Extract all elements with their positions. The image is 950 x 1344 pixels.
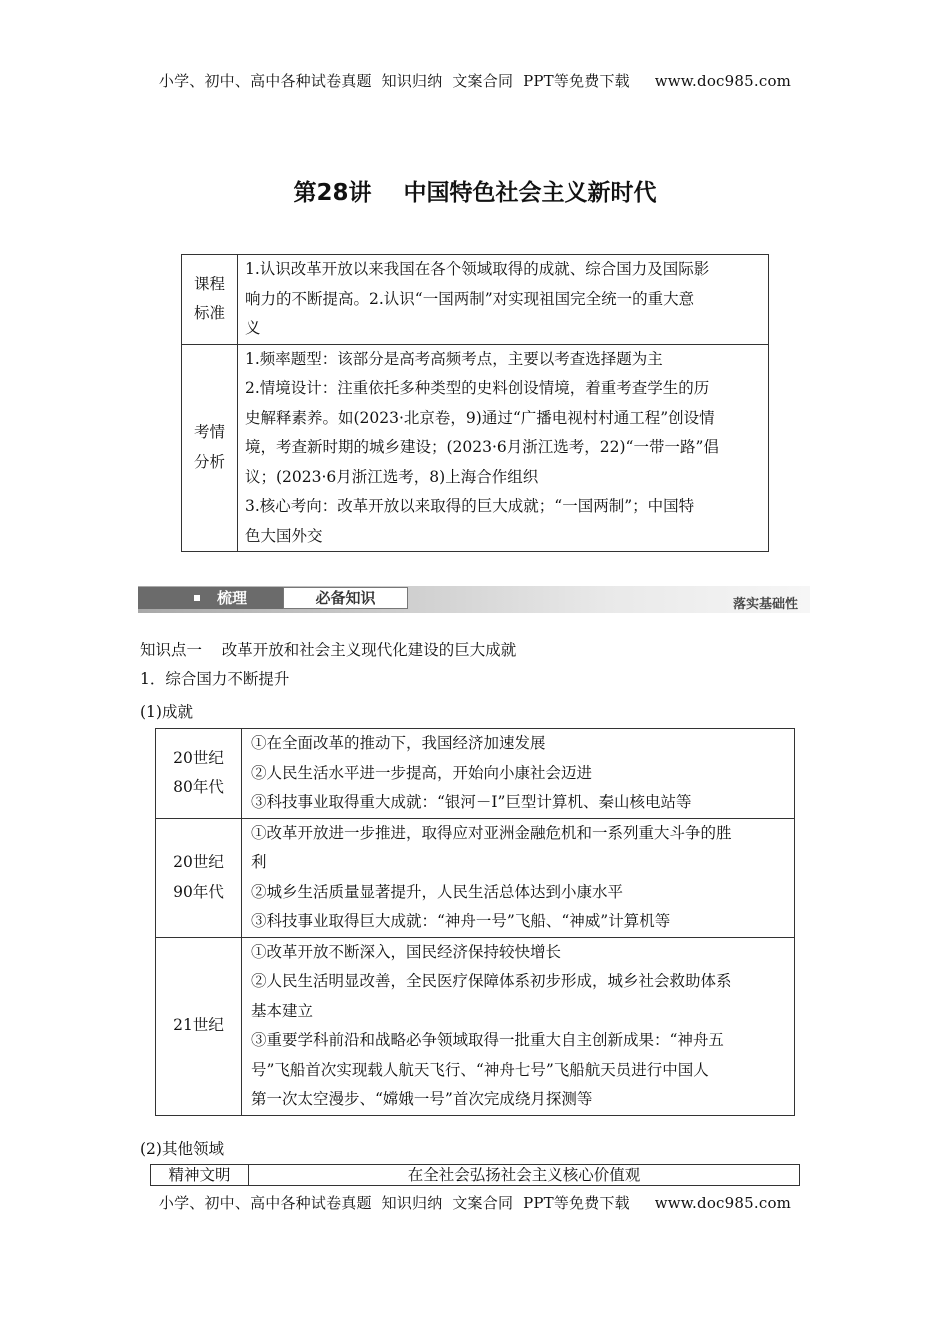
page-header: 小学、初中、高中各种试卷真题 知识归纳 文案合同 PPT等免费下载 www.doc985.com xyxy=(158,72,792,90)
content-line: 利 xyxy=(251,853,267,871)
row-content: 在全社会弘扬社会主义核心价值观 xyxy=(249,1165,800,1186)
row-content xyxy=(238,344,769,552)
label-line: 标准 xyxy=(193,304,225,323)
content-line: 号”飞船首次实现载人航天飞行、“神舟七号”飞船航天员进行中国人 xyxy=(251,1060,709,1079)
content-line: 议；(2023·6月浙江选考，8)上海合作组织 xyxy=(245,467,539,486)
label-line: 90年代 xyxy=(173,882,224,901)
content-line: ①改革开放进一步推进，取得应对亚洲金融危机和一系列重大斗争的胜 xyxy=(251,823,732,842)
row-content xyxy=(242,729,795,819)
label-line: 课程 xyxy=(193,274,225,293)
row-label xyxy=(156,729,242,819)
content-line: 第一次太空漫步、“嫦娥一号”首次完成绕月探测等 xyxy=(251,1090,593,1108)
content-line: ②人民生活明显改善，全民医疗保障体系初步形成，城乡社会救助体系 xyxy=(251,972,732,990)
achievements-table xyxy=(155,728,795,1116)
table-row xyxy=(156,937,795,1115)
label-line: 分析 xyxy=(193,452,225,471)
section-light-label: 必备知识 xyxy=(283,587,408,609)
row-label xyxy=(156,937,242,1115)
row-content xyxy=(242,818,795,937)
square-bullet-icon xyxy=(194,595,200,601)
subheading-achievements: (1)成就 xyxy=(140,703,193,721)
row-content xyxy=(238,255,769,345)
content-line: ③科技事业取得巨大成就：“神舟一号”飞船、“神威”计算机等 xyxy=(251,912,671,930)
section-dark-tab xyxy=(138,587,283,609)
table-row xyxy=(156,818,795,937)
content-line: ①改革开放不断深入，国民经济保持较快增长 xyxy=(251,942,562,961)
row-label xyxy=(156,818,242,937)
table-row xyxy=(156,729,795,819)
content-line: 史解释素养。如(2023·北京卷，9)通过“广播电视村村通工程”创设情 xyxy=(245,408,715,427)
content-line: 义 xyxy=(245,319,261,337)
page-title: 第28讲 中国特色社会主义新时代 xyxy=(293,180,657,206)
section-right-label: 落实基础性 xyxy=(732,597,798,612)
content-line: ②城乡生活质量显著提升，人民生活总体达到小康水平 xyxy=(251,882,624,901)
table-row xyxy=(151,1165,800,1186)
table-row xyxy=(182,344,769,552)
knowledge-point-heading: 知识点一 改革开放和社会主义现代化建设的巨大成就 xyxy=(140,641,517,659)
content-line: 基本建立 xyxy=(251,1001,314,1020)
content-line: 3.核心考向：改革开放以来取得的巨大成就；“一国两制”；中国特 xyxy=(245,497,695,515)
section-banner xyxy=(138,586,810,613)
content-line: 响力的不断提高。2.认识“一国两制”对实现祖国完全统一的重大意 xyxy=(245,289,695,308)
subheading-1: 1．综合国力不断提升 xyxy=(140,670,290,688)
row-content xyxy=(242,937,795,1115)
row-label: 精神文明 xyxy=(151,1165,249,1186)
content-line: 1.频率题型：该部分是高考高频考点，主要以考查选择题为主 xyxy=(245,349,663,368)
content-line: 2.情境设计：注重依托多种类型的史料创设情境，着重考查学生的历 xyxy=(245,379,710,397)
content-line: ①在全面改革的推动下，我国经济加速发展 xyxy=(251,734,546,752)
label-line: 80年代 xyxy=(173,778,224,797)
label-line: 考情 xyxy=(193,423,225,442)
content-line: ③重要学科前沿和战略必争领域取得一批重大自主创新成果：“神舟五 xyxy=(251,1031,724,1049)
content-line: ③科技事业取得重大成就：“银河－Ⅰ”巨型计算机、秦山核电站等 xyxy=(251,793,692,811)
section-dark-label: 梳理 xyxy=(217,589,248,607)
label-line: 20世纪 xyxy=(173,748,224,767)
label-line: 21世纪 xyxy=(173,1016,224,1035)
label-line: 20世纪 xyxy=(173,853,224,871)
table-row xyxy=(182,255,769,345)
other-fields-table xyxy=(150,1164,800,1186)
content-line: 境，考查新时期的城乡建设；(2023·6月浙江选考，22)“一带一路”倡 xyxy=(245,438,719,456)
subheading-other-fields: (2)其他领域 xyxy=(140,1140,224,1158)
row-label xyxy=(182,344,238,552)
content-line: 色大国外交 xyxy=(245,526,323,545)
content-line: 1.认识改革开放以来我国在各个领域取得的成就、综合国力及国际影 xyxy=(245,260,710,278)
page-footer: 小学、初中、高中各种试卷真题 知识归纳 文案合同 PPT等免费下载 www.doc985.com xyxy=(158,1194,792,1212)
row-label xyxy=(182,255,238,345)
course-standards-table xyxy=(181,254,769,552)
content-line: ②人民生活水平进一步提高，开始向小康社会迈进 xyxy=(251,763,593,782)
